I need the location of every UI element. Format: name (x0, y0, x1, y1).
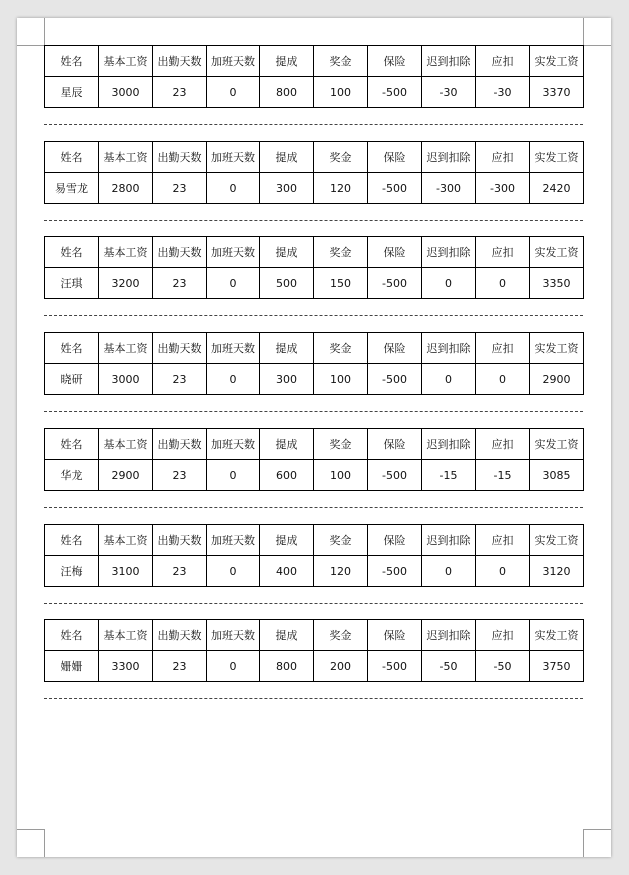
payslip (44, 428, 583, 491)
value-cell: 120 (314, 173, 368, 204)
header-cell: 实发工资 (530, 525, 584, 556)
crop-mark-top-left (17, 18, 45, 46)
payslip (44, 332, 583, 395)
header-cell: 保险 (368, 525, 422, 556)
value-cell: 0 (422, 556, 476, 587)
header-cell: 迟到扣除 (422, 525, 476, 556)
header-cell: 保险 (368, 620, 422, 651)
value-cell: 3120 (530, 556, 584, 587)
header-cell: 基本工资 (99, 429, 153, 460)
payslip (44, 619, 583, 682)
value-cell: -500 (368, 173, 422, 204)
header-cell: 出勤天数 (153, 429, 207, 460)
cut-line (44, 411, 583, 412)
header-cell: 奖金 (314, 142, 368, 173)
value-row (45, 77, 584, 108)
value-row (45, 651, 584, 682)
employee-name-cell: 易雪龙 (45, 173, 99, 204)
header-cell: 迟到扣除 (422, 237, 476, 268)
header-cell: 基本工资 (99, 525, 153, 556)
header-cell: 奖金 (314, 46, 368, 77)
value-cell: 2800 (99, 173, 153, 204)
value-cell: 3350 (530, 268, 584, 299)
crop-mark-bottom-right (583, 829, 611, 857)
value-cell: -30 (476, 77, 530, 108)
header-cell: 姓名 (45, 46, 99, 77)
header-cell: 应扣 (476, 333, 530, 364)
employee-name-cell: 汪琪 (45, 268, 99, 299)
header-cell: 奖金 (314, 429, 368, 460)
header-cell: 奖金 (314, 333, 368, 364)
header-cell: 应扣 (476, 620, 530, 651)
header-cell: 实发工资 (530, 237, 584, 268)
header-cell: 出勤天数 (153, 333, 207, 364)
header-cell: 迟到扣除 (422, 620, 476, 651)
value-cell: 3000 (99, 364, 153, 395)
header-cell: 姓名 (45, 237, 99, 268)
header-cell: 提成 (260, 620, 314, 651)
header-cell: 实发工资 (530, 620, 584, 651)
header-cell: 加班天数 (207, 620, 260, 651)
header-cell: 迟到扣除 (422, 46, 476, 77)
value-cell: -15 (476, 460, 530, 491)
payslip (44, 236, 583, 299)
header-cell: 姓名 (45, 142, 99, 173)
header-cell: 基本工资 (99, 620, 153, 651)
value-row (45, 268, 584, 299)
header-cell: 实发工资 (530, 333, 584, 364)
value-cell: -15 (422, 460, 476, 491)
payslip-table (44, 332, 584, 395)
header-cell: 姓名 (45, 620, 99, 651)
payslip-table (44, 141, 584, 204)
value-cell: 200 (314, 651, 368, 682)
header-row (45, 333, 584, 364)
cut-line (44, 507, 583, 508)
value-cell: 0 (207, 173, 260, 204)
value-cell: 0 (207, 556, 260, 587)
value-cell: 3200 (99, 268, 153, 299)
value-cell: 23 (153, 651, 207, 682)
payslip-table (44, 236, 584, 299)
value-cell: 0 (476, 364, 530, 395)
value-cell: 3750 (530, 651, 584, 682)
value-cell: 3000 (99, 77, 153, 108)
value-cell: -300 (476, 173, 530, 204)
value-cell: 0 (207, 268, 260, 299)
value-cell: 23 (153, 364, 207, 395)
crop-mark-bottom-left (17, 829, 45, 857)
header-cell: 出勤天数 (153, 237, 207, 268)
employee-name-cell: 星辰 (45, 77, 99, 108)
payslip-table (44, 619, 584, 682)
employee-name-cell: 汪梅 (45, 556, 99, 587)
value-cell: 23 (153, 460, 207, 491)
header-cell: 保险 (368, 142, 422, 173)
value-cell: 0 (476, 268, 530, 299)
employee-name-cell: 姗姗 (45, 651, 99, 682)
value-cell: -500 (368, 556, 422, 587)
value-cell: -50 (476, 651, 530, 682)
payslip-table (44, 524, 584, 587)
header-cell: 实发工资 (530, 142, 584, 173)
value-cell: 23 (153, 77, 207, 108)
value-cell: 0 (207, 651, 260, 682)
value-cell: -50 (422, 651, 476, 682)
cut-line (44, 698, 583, 699)
value-row (45, 556, 584, 587)
value-cell: 120 (314, 556, 368, 587)
header-cell: 实发工资 (530, 429, 584, 460)
header-cell: 加班天数 (207, 46, 260, 77)
header-cell: 应扣 (476, 429, 530, 460)
header-cell: 姓名 (45, 429, 99, 460)
payslip-table (44, 428, 584, 491)
header-cell: 保险 (368, 429, 422, 460)
header-cell: 提成 (260, 429, 314, 460)
value-cell: 0 (476, 556, 530, 587)
header-row (45, 237, 584, 268)
header-row (45, 620, 584, 651)
value-cell: 2900 (530, 364, 584, 395)
header-cell: 实发工资 (530, 46, 584, 77)
cut-line (44, 315, 583, 316)
value-cell: 600 (260, 460, 314, 491)
value-cell: -500 (368, 364, 422, 395)
value-cell: 100 (314, 460, 368, 491)
cut-line (44, 603, 583, 604)
crop-mark-top-right (583, 18, 611, 46)
value-cell: -500 (368, 77, 422, 108)
header-cell: 姓名 (45, 525, 99, 556)
header-cell: 应扣 (476, 142, 530, 173)
document-page (17, 18, 611, 857)
value-cell: -500 (368, 268, 422, 299)
value-cell: 100 (314, 364, 368, 395)
value-cell: -300 (422, 173, 476, 204)
value-cell: 2420 (530, 173, 584, 204)
value-cell: 800 (260, 651, 314, 682)
header-cell: 保险 (368, 237, 422, 268)
header-cell: 基本工资 (99, 142, 153, 173)
header-cell: 提成 (260, 142, 314, 173)
header-row (45, 142, 584, 173)
header-cell: 应扣 (476, 237, 530, 268)
header-cell: 加班天数 (207, 333, 260, 364)
value-cell: -500 (368, 460, 422, 491)
header-cell: 出勤天数 (153, 525, 207, 556)
value-cell: 23 (153, 173, 207, 204)
value-cell: 400 (260, 556, 314, 587)
value-cell: 23 (153, 556, 207, 587)
value-cell: -500 (368, 651, 422, 682)
value-cell: 0 (422, 268, 476, 299)
header-cell: 基本工资 (99, 237, 153, 268)
value-cell: 3370 (530, 77, 584, 108)
payslip (44, 45, 583, 108)
cut-line (44, 220, 583, 221)
header-cell: 迟到扣除 (422, 429, 476, 460)
value-cell: 100 (314, 77, 368, 108)
value-cell: 800 (260, 77, 314, 108)
header-cell: 提成 (260, 237, 314, 268)
employee-name-cell: 华龙 (45, 460, 99, 491)
header-cell: 应扣 (476, 525, 530, 556)
header-cell: 姓名 (45, 333, 99, 364)
header-cell: 加班天数 (207, 429, 260, 460)
value-cell: 0 (207, 77, 260, 108)
header-cell: 提成 (260, 333, 314, 364)
value-cell: 300 (260, 364, 314, 395)
header-cell: 加班天数 (207, 525, 260, 556)
header-cell: 加班天数 (207, 237, 260, 268)
header-cell: 奖金 (314, 525, 368, 556)
value-cell: 0 (207, 460, 260, 491)
header-cell: 迟到扣除 (422, 333, 476, 364)
header-cell: 提成 (260, 525, 314, 556)
value-cell: 23 (153, 268, 207, 299)
header-cell: 应扣 (476, 46, 530, 77)
header-cell: 奖金 (314, 237, 368, 268)
header-cell: 出勤天数 (153, 620, 207, 651)
header-cell: 奖金 (314, 620, 368, 651)
value-cell: 500 (260, 268, 314, 299)
value-row (45, 173, 584, 204)
header-cell: 基本工资 (99, 46, 153, 77)
header-cell: 保险 (368, 333, 422, 364)
value-cell: 150 (314, 268, 368, 299)
value-cell: 0 (422, 364, 476, 395)
header-cell: 提成 (260, 46, 314, 77)
header-row (45, 46, 584, 77)
header-row (45, 429, 584, 460)
payslip (44, 141, 583, 204)
header-row (45, 525, 584, 556)
employee-name-cell: 晓研 (45, 364, 99, 395)
value-cell: 3100 (99, 556, 153, 587)
value-cell: 0 (207, 364, 260, 395)
value-cell: 3085 (530, 460, 584, 491)
value-cell: 2900 (99, 460, 153, 491)
header-cell: 基本工资 (99, 333, 153, 364)
value-cell: -30 (422, 77, 476, 108)
value-cell: 300 (260, 173, 314, 204)
value-cell: 3300 (99, 651, 153, 682)
payslip (44, 524, 583, 587)
header-cell: 加班天数 (207, 142, 260, 173)
header-cell: 出勤天数 (153, 142, 207, 173)
header-cell: 出勤天数 (153, 46, 207, 77)
header-cell: 迟到扣除 (422, 142, 476, 173)
value-row (45, 460, 584, 491)
payslip-table (44, 45, 584, 108)
value-row (45, 364, 584, 395)
header-cell: 保险 (368, 46, 422, 77)
cut-line (44, 124, 583, 125)
